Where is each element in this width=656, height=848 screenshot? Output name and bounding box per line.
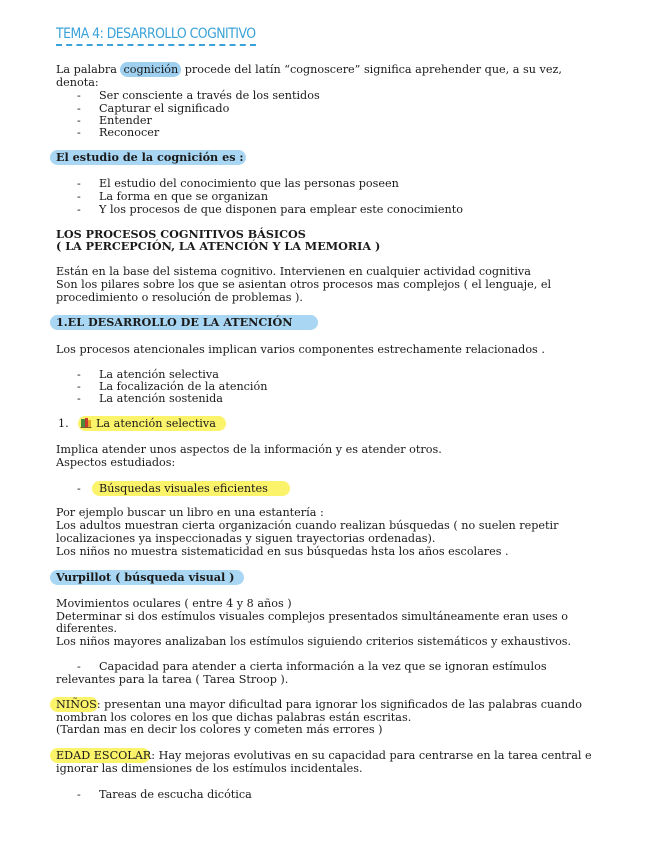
list-dash: - [77, 660, 81, 673]
list-dash: - [77, 392, 81, 405]
ejemplo-line-3: localizaciones ya inspeccionadas y siguen trayectorias ordenadas). [56, 532, 436, 545]
ejemplo-line-2: Los adultos muestran cierta organización cuando realizan búsquedas ( no suelen repetir [56, 519, 559, 532]
estudio-heading: El estudio de la cognición es : [56, 150, 244, 164]
list-item-text: La atención sostenida [99, 392, 223, 405]
book-icon [80, 416, 92, 430]
list-dash: - [77, 482, 81, 495]
capacidad-line-1: Capacidad para atender a cierta información a la vez que se ignoran estímulos [99, 660, 547, 673]
procesos-text-2: Son los pilares sobre los que se asientan otros procesos mas complejos ( el lenguaje, el [56, 278, 552, 291]
list-item-text: La atención selectiva [99, 368, 219, 381]
vurpillot-line-4: Los niños mayores analizaban los estímulos siguiendo criterios sistemáticos y exhaustivos. [56, 635, 572, 648]
list-item-text: Capturar el significado [99, 102, 230, 115]
ninos-line-1 [56, 699, 616, 712]
procesos-text-1: Están en la base del sistema cognitivo. Intervienen en cualquier actividad cognitiva [56, 265, 531, 278]
list-dash: - [77, 203, 81, 216]
list-item-text: La focalización de la atención [99, 380, 268, 393]
ejemplo-line-1: Por ejemplo buscar un libro en una estantería : [56, 506, 324, 519]
edad-line-1 [56, 750, 616, 763]
ejemplo-line-4: Los niños no muestra sistematicidad en sus búsquedas hsta los años escolares . [56, 545, 509, 558]
capacidad-line-2: relevantes para la tarea ( Tarea Stroop ). [56, 673, 289, 686]
vurpillot-line-2: Determinar si dos estímulos visuales complejos presentados simultáneamente eran uses o [56, 610, 568, 623]
cognicion-highlight: cognición [120, 62, 181, 77]
intro-paragraph [56, 64, 616, 77]
section1-heading: 1.EL DESARROLLO DE LA ATENCIÓN [56, 315, 293, 329]
final-list-item: Tareas de escucha dicótica [99, 788, 252, 801]
list-dash: - [77, 177, 81, 190]
list-dash: - [77, 788, 81, 801]
list-dash: - [77, 190, 81, 203]
list-item-text: Entender [99, 114, 152, 127]
ninos-line-3: (Tardan mas en decir los colores y cometen más errores ) [56, 723, 383, 736]
intro-text-before: La palabra [56, 63, 121, 76]
procesos-heading-1: LOS PROCESOS COGNITIVOS BÁSICOS [56, 227, 306, 241]
page-title: TEMA 4: DESARROLLO COGNITIVO [56, 26, 256, 42]
vurpillot-heading: Vurpillot ( búsqueda visual ) [56, 570, 235, 584]
list-dash: - [77, 114, 81, 127]
ninos-line-2: nombran los colores en los que dichas palabras están escritas. [56, 711, 412, 724]
document-page: TEMA 4: DESARROLLO COGNITIVO La palabra cognición procede del latín “cognoscere” significa aprehender que, a su vez, denota: - Ser consciente a través de los sentidos - Capturar el significado - Entender - Reconocer El estudio de la cognición es : - El estudio del conocimiento que las personas poseen - La forma en que se organizan - Y los procesos de que disponen para emplear este conocimiento LOS PROCESOS COGNITIVOS BÁSICOS ( LA PERCEPCIÓN, LA ATENCIÓN Y LA MEMORIA ) Están en la base del sistema cognitivo. Intervienen en cualquier actividad cognitiva Son los pilares sobre los que se asientan otros procesos mas complejos ( el lenguaje, el procedimiento o resolución de problemas ). 1.EL DESARROLLO DE LA ATENCIÓN Los procesos atencionales implican varios componentes estrechamente relacionados . - La atención selectiva - La focalización de la atención - La atención sostenida 1. La atención selectiva Implica atender unos aspectos de la información y es atender otros. Aspectos estudiados: - Búsquedas visuales eficientes Por ejemplo buscar un libro en una estantería : Los adultos muestran cierta organización cuando realizan búsquedas ( no suelen repetir localizaciones ya inspeccionadas y siguen trayectorias ordenadas). Los niños no muestra sistematicidad en sus búsquedas hsta los años escolares . Vurpillot ( búsqueda visual ) Movimientos oculares ( entre 4 y 8 años ) Determinar si dos estímulos visuales complejos presentados simultáneamente eran uses o diferentes. Los niños mayores analizaban los estímulos siguiendo criterios sistemáticos y exhaustivos. - Capacidad para atender a cierta información a la vez que se ignoran estímulos relevantes para la tarea ( Tarea Stroop ). NIÑOS: presentan una mayor dificultad para ignorar los significados de las palabras cuando nombran los colores en los que dichas palabras están escritas. (Tardan mas en decir los colores y cometen más errores ) EDAD ESCOLAR: Hay mejoras evolutivas en su capacidad para centrarse en la tarea central e ignorar las dimensiones de los estímulos incidentales. - Tareas de escucha dicótica [0, 0, 656, 848]
procesos-text-3: procedimiento o resolución de problemas ). [56, 291, 303, 304]
procesos-heading-2: ( LA PERCEPCIÓN, LA ATENCIÓN Y LA MEMORIA ) [56, 239, 381, 253]
list-item-text: La forma en que se organizan [99, 190, 269, 203]
vurpillot-line-3: diferentes. [56, 622, 118, 635]
implica-line-2: Aspectos estudiados: [56, 456, 176, 469]
list-item-text: Y los procesos de que disponen para emplear este conocimiento [99, 203, 463, 216]
intro-text-after: procede del latín “cognoscere” significa aprehender que, a su vez, [181, 63, 562, 76]
list-dash: - [77, 380, 81, 393]
list-dash: - [77, 368, 81, 381]
list-item-text: El estudio del conocimiento que las personas poseen [99, 177, 399, 190]
list-dash: - [77, 126, 81, 139]
numbered-item-number: 1. [58, 417, 69, 430]
vurpillot-line-1: Movimientos oculares ( entre 4 y 8 años ) [56, 597, 292, 610]
edad-line-2: ignorar las dimensiones de los estímulos incidentales. [56, 762, 363, 775]
list-item-text: Ser consciente a través de los sentidos [99, 89, 320, 102]
edad-label: EDAD ESCOLAR: [56, 749, 156, 762]
intro-line2: denota: [56, 76, 99, 89]
section1-paragraph: Los procesos atencionales implican varios componentes estrechamente relacionados . [56, 343, 545, 356]
busquedas-item: Búsquedas visuales eficientes [99, 482, 268, 495]
edad-text: Hay mejoras evolutivas en su capacidad para centrarse en la tarea central e [155, 749, 592, 762]
ninos-label: NIÑOS: [56, 698, 101, 711]
implica-line-1: Implica atender unos aspectos de la información y es atender otros. [56, 443, 442, 456]
numbered-item-label: La atención selectiva [96, 417, 216, 430]
title-underline [56, 44, 256, 46]
ninos-text: presentan una mayor dificultad para ignorar los significados de las palabras cuando [100, 698, 582, 711]
list-dash: - [77, 102, 81, 115]
list-item-text: Reconocer [99, 126, 160, 139]
